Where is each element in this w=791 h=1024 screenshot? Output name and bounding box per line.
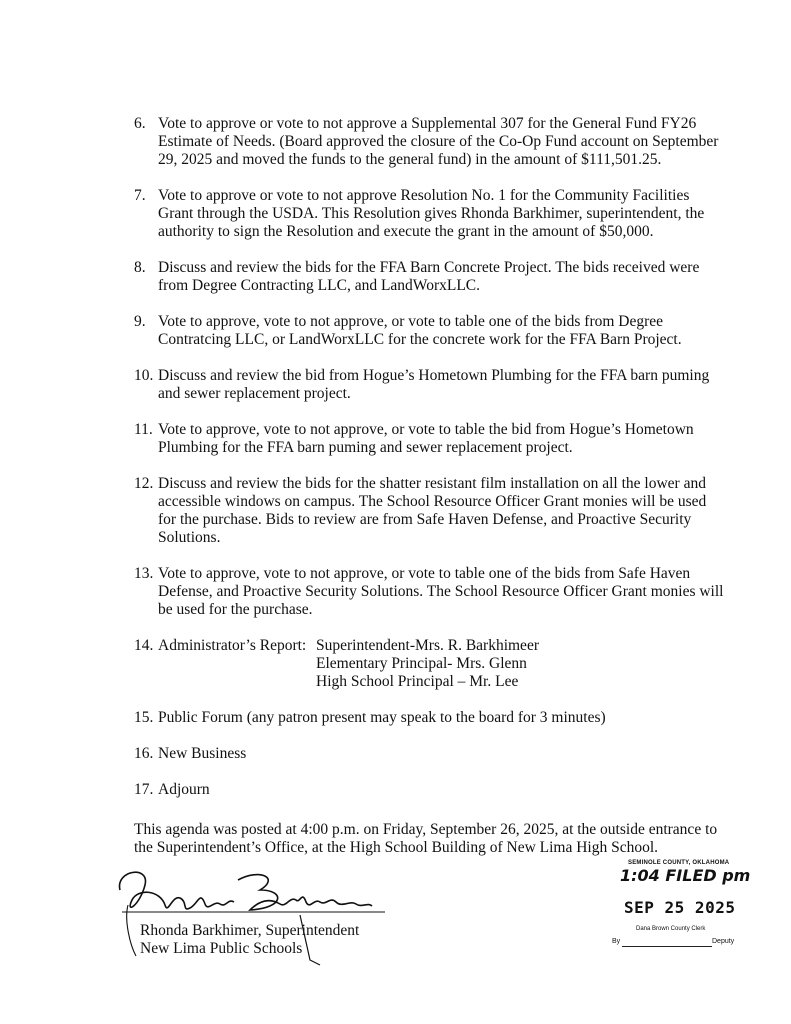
item-text: Discuss and review the bids for the FFA Barn Concrete Project. The bids received were from Degree Contracting LLC, and LandWorxLLC. xyxy=(158,259,700,294)
item-text: Adjourn xyxy=(158,781,210,798)
agenda-item xyxy=(134,421,724,457)
admin-report-line: High School Principal – Mr. Lee xyxy=(316,673,519,690)
item-text: Vote to approve or vote to not approve Resolution No. 1 for the Community Facilities Grant through the USDA. This Resolution gives Rhonda Barkhimer, superintendent, the authority to sign the Resolution and execute the grant in the amount of $50,000. xyxy=(158,187,705,240)
agenda-item xyxy=(134,781,724,799)
signer-organization: New Lima Public Schools xyxy=(140,940,303,957)
item-number: 16. xyxy=(134,745,154,762)
item-number: 14. xyxy=(134,637,154,654)
item-text: New Business xyxy=(158,745,247,762)
item-number: 11. xyxy=(134,421,153,438)
item-number: 12. xyxy=(134,475,154,492)
agenda-item xyxy=(134,259,724,295)
item-number: 7. xyxy=(134,187,146,204)
admin-report-line: Elementary Principal- Mrs. Glenn xyxy=(316,655,527,672)
item-text: Discuss and review the bid from Hogue’s Hometown Plumbing for the FFA barn puming and sewer replacement project. xyxy=(158,367,710,402)
agenda-item xyxy=(134,187,724,241)
stamp-clerk: Dana Brown County Clerk xyxy=(636,926,706,932)
stamp-signature-line xyxy=(622,946,712,947)
stamp-filed-time: 1:04 FILED pm xyxy=(620,866,751,885)
admin-report-label: Administrator’s Report: xyxy=(158,637,307,654)
agenda-item xyxy=(134,313,724,349)
admin-report-line: Superintendent-Mrs. R. Barkhimeer xyxy=(316,637,539,654)
agenda-list xyxy=(134,115,724,799)
agenda-item xyxy=(134,709,724,727)
agenda-item xyxy=(134,475,724,547)
item-number: 9. xyxy=(134,313,146,330)
agenda-item xyxy=(134,565,724,619)
item-number: 13. xyxy=(134,565,154,582)
item-number: 17. xyxy=(134,781,154,798)
item-text: Vote to approve or vote to not approve a Supplemental 307 for the General Fund FY26 Estimate of Needs. (Board approved the closure of the Co-Op Fund account on September 29, 2025 and moved the funds to the general fund) in the amount of $111,501.25. xyxy=(158,115,719,168)
item-number: 8. xyxy=(134,259,146,276)
item-number: 10. xyxy=(134,367,154,384)
stamp-deputy: Deputy xyxy=(712,938,735,945)
stamp-by: By xyxy=(612,938,621,945)
posted-notice: This agenda was posted at 4:00 p.m. on Friday, September 26, 2025, at the outside entrance to the Superintendent’s Office, at the High School Building of New Lima High School. xyxy=(134,821,718,856)
stamp-county: SEMINOLE COUNTY, OKLAHOMA xyxy=(628,860,730,866)
item-text: Discuss and review the bids for the shatter resistant film installation on all the lower and accessible windows on campus. The School Resource Officer Grant monies will be used for the purchase. Bids to review are from Safe Haven Defense, and Proactive Security Solutions. xyxy=(158,475,707,546)
agenda-item xyxy=(134,367,724,403)
item-number: 6. xyxy=(134,115,146,132)
stamp-date: SEP 25 2025 xyxy=(624,898,736,917)
agenda-item xyxy=(134,115,724,169)
agenda-item xyxy=(134,745,724,763)
item-number: 15. xyxy=(134,709,154,726)
filed-stamp xyxy=(612,858,751,958)
signer-name: Rhonda Barkhimer, Superintendent xyxy=(140,922,360,939)
item-text: Vote to approve, vote to not approve, or vote to table the bid from Hogue’s Hometown Plumbing for the FFA barn puming and sewer replacement project. xyxy=(158,421,694,456)
signature-block xyxy=(110,860,410,970)
item-text: Public Forum (any patron present may speak to the board for 3 minutes) xyxy=(158,709,606,726)
item-text: Vote to approve, vote to not approve, or vote to table one of the bids from Degree Contratcing LLC, or LandWorxLLC for the concrete work for the FFA Barn Project. xyxy=(158,313,682,348)
item-text: Vote to approve, vote to not approve, or vote to table one of the bids from Safe Haven Defense, and Proactive Security Solutions. The School Resource Officer Grant monies will be used for the purchase. xyxy=(158,565,724,618)
administrator-report xyxy=(134,637,724,691)
